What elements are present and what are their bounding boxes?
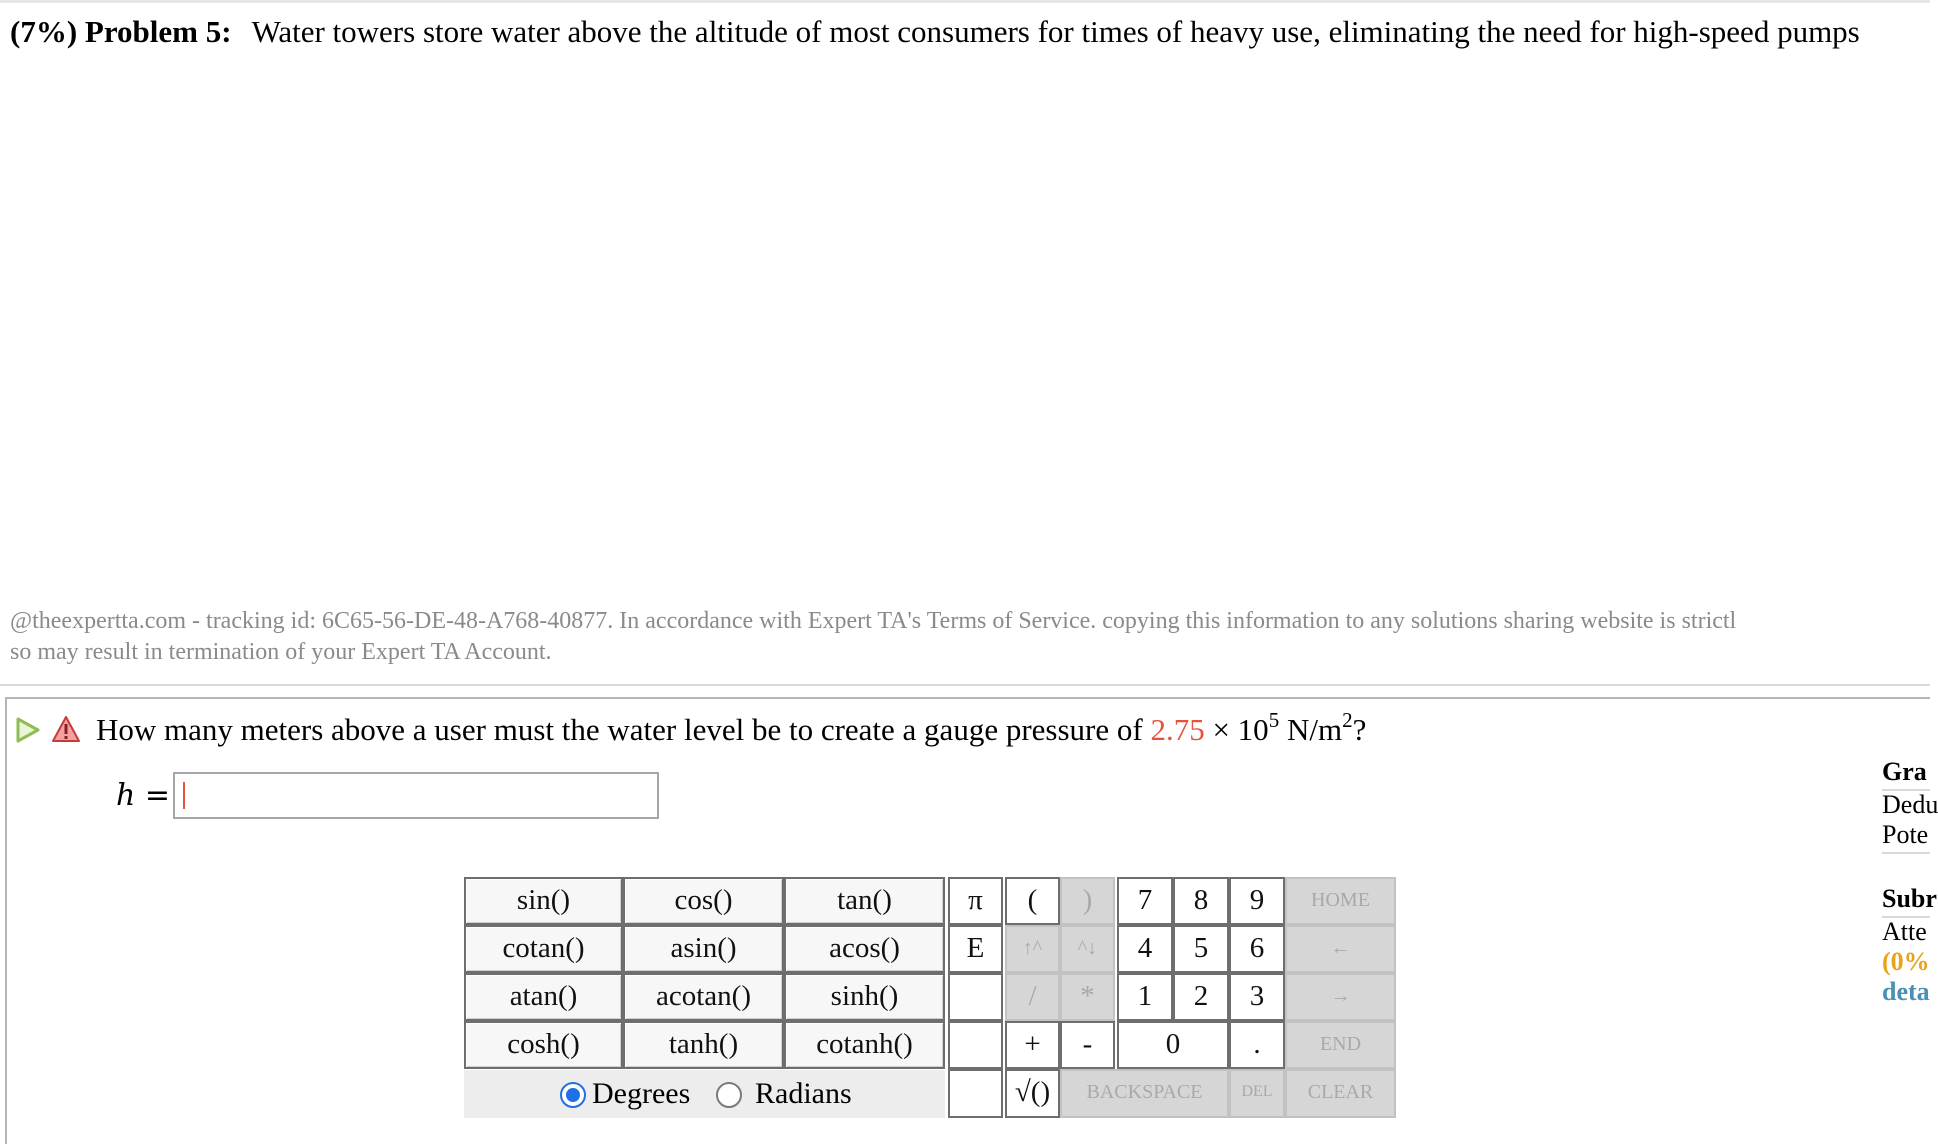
clear-button[interactable]: CLEAR [1285,1069,1396,1118]
degrees-label: Degrees [592,1077,691,1110]
keypad [464,877,1396,1118]
decimal-point-button[interactable]: . [1229,1021,1285,1069]
exponent: 5 [1268,708,1280,732]
digit-4-button[interactable]: 4 [1117,925,1173,973]
digit-5-button[interactable]: 5 [1173,925,1229,973]
radians-radio[interactable] [716,1082,742,1108]
attempt-percent: (0% [1882,947,1930,976]
submission-history-title: Subr [1882,884,1937,913]
multiply-button[interactable]: * [1060,973,1115,1021]
plus-button[interactable]: + [1005,1021,1060,1069]
digit-1-button[interactable]: 1 [1117,973,1173,1021]
pi-button[interactable]: π [948,877,1003,925]
atan-button[interactable]: atan() [464,973,623,1021]
unit-exponent: 2 [1342,708,1353,732]
problem-number: Problem 5: [84,14,232,49]
problem-percent: (7%) [10,14,78,49]
cosh-button[interactable]: cosh() [464,1021,623,1069]
top-divider [0,0,1930,3]
problem-text: Water towers store water above the altitude of most consumers for times of heavy use, eliminating the need for high-speed pumps [251,14,1860,49]
digit-7-button[interactable]: 7 [1117,877,1173,925]
up-caret-button[interactable]: ↑^ [1005,925,1060,973]
tan-button[interactable]: tan() [784,877,945,925]
grade-summary-title: Gra [1882,757,1927,786]
backspace-button[interactable]: BACKSPACE [1060,1069,1229,1118]
close-paren-button[interactable]: ) [1060,877,1115,925]
play-icon[interactable] [15,716,41,744]
end-button[interactable]: END [1285,1021,1396,1069]
deductions-label: Dedu [1882,790,1938,819]
highlighted-value: 2.75 [1150,712,1205,747]
blank-key [948,1021,1003,1069]
degrees-radio[interactable] [560,1082,586,1108]
tracking-notice [10,606,1930,668]
blank-key [948,973,1003,1021]
down-caret-button[interactable]: ^↓ [1060,925,1115,973]
tanh-button[interactable]: tanh() [623,1021,784,1069]
warning-icon [52,715,80,743]
delete-button[interactable]: DEL [1229,1069,1285,1118]
sin-button[interactable]: sin() [464,877,623,925]
acos-button[interactable]: acos() [784,925,945,973]
digit-0-button[interactable]: 0 [1117,1021,1229,1069]
problem-statement [10,10,1930,54]
answer-label: h = [116,778,171,813]
left-arrow-button[interactable]: ← [1285,925,1396,973]
cotan-button[interactable]: cotan() [464,925,623,973]
answer-input[interactable] [173,772,659,819]
details-link[interactable]: deta [1882,977,1930,1006]
digit-2-button[interactable]: 2 [1173,973,1229,1021]
sqrt-button[interactable]: √() [1005,1069,1060,1118]
home-button[interactable]: HOME [1285,877,1396,925]
attempts-label: Atte [1882,917,1927,946]
asin-button[interactable]: asin() [623,925,784,973]
digit-6-button[interactable]: 6 [1229,925,1285,973]
cotanh-button[interactable]: cotanh() [784,1021,945,1069]
tracking-line-1: @theexpertta.com - tracking id: 6C65-56-DE-48-A768-40877. In accordance with Expert TA's Terms of Service. copying this information to any solutions sharing website is strictl [10,608,1737,634]
section-divider [0,684,1930,686]
angle-mode-bar [464,1070,945,1118]
right-arrow-button[interactable]: → [1285,973,1396,1021]
question-text: How many meters above a user must the water level be to create a gauge pressure of $2.75 \times 10^5$ $N/m^2$? [96,708,1367,747]
grade-bottom-divider [1882,852,1930,854]
text-cursor [183,782,185,809]
acotan-button[interactable]: acotan() [623,973,784,1021]
digit-3-button[interactable]: 3 [1229,973,1285,1021]
radians-label: Radians [755,1077,852,1110]
digit-8-button[interactable]: 8 [1173,877,1229,925]
potential-label: Pote [1882,820,1929,849]
digit-9-button[interactable]: 9 [1229,877,1285,925]
minus-button[interactable]: - [1060,1021,1115,1069]
divide-button[interactable]: / [1005,973,1060,1021]
e-button[interactable]: E [948,925,1003,973]
open-paren-button[interactable]: ( [1005,877,1060,925]
blank-key [948,1069,1003,1118]
tracking-line-2: so may result in termination of your Expert TA Account. [10,639,552,665]
sinh-button[interactable]: sinh() [784,973,945,1021]
cos-button[interactable]: cos() [623,877,784,925]
